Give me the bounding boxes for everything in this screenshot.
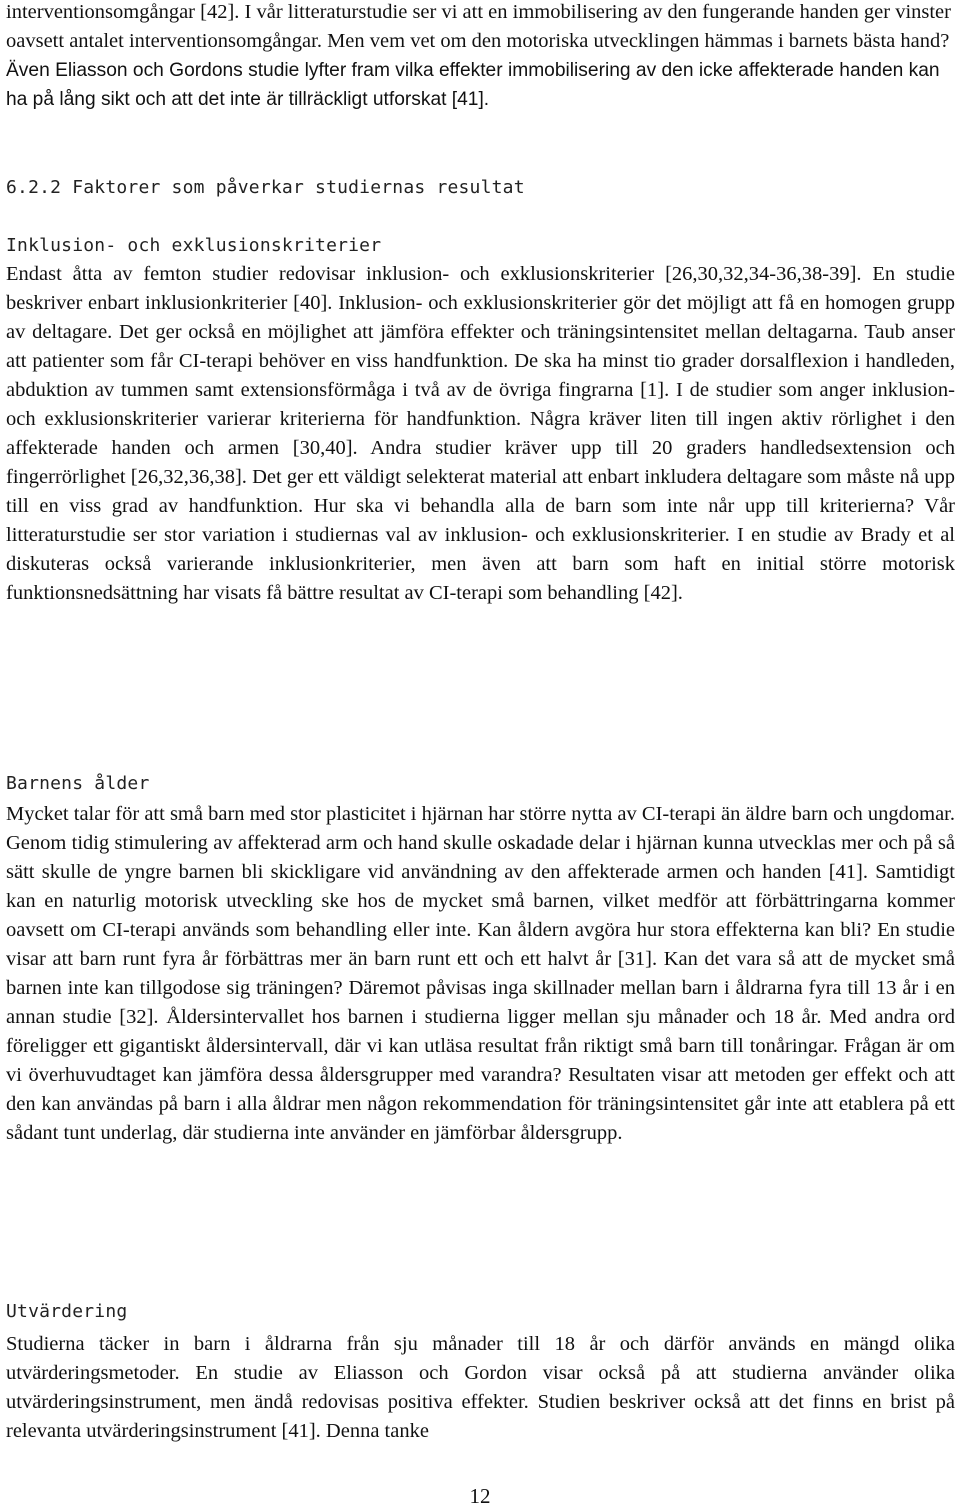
intro-text-sans: Även Eliasson och Gordons studie lyfter fram vilka effekter immobilisering av den icke affekterade handen kan ha på lång sikt och att det inte är tillräckligt utforskat [41]. [6,60,940,110]
subsection-heading-age: Barnens ålder [6,773,150,794]
subsection-heading-evaluation: Utvärdering [6,1301,128,1322]
subsection-heading-inclusion: Inklusion- och exklusionskriterier [6,235,382,256]
intro-paragraph [6,0,955,114]
intro-text-serif: interventionsomgångar [42]. I vår litteraturstudie ser vi att en immobilisering av den fungerande handen ger vinster oavsett antalet interventionsomgångar. Men vem vet om den motoriska utvecklingen hämmas i barnets bästa hand? [6,1,951,52]
body-evaluation: Studierna täcker in barn i åldrarna från sju månader till 18 år och därför används en mängd olika utvärderingsmetoder. En studie av Eliasson och Gordon visar också på att studierna använder olika utvärderingsinstrument, men ändå redovisas positiva effekter. Studien beskriver också att det finns en brist på relevanta utvärderingsinstrument [41]. Denna tanke [6,1333,955,1442]
page-number: 12 [469,1484,491,1508]
section-heading: 6.2.2 Faktorer som påverkar studiernas resultat [6,177,525,198]
body-age: Mycket talar för att små barn med stor plasticitet i hjärnan har större nytta av CI-terapi än äldre barn och ungdomar. Genom tidig stimulering av affekterad arm och hand skulle oskadade delar i hjärnan kunna utvecklas mer och på så sätt skulle de yngre barnen bli skickligare vid användning av den affekterade armen och handen [41]. Samtidigt kan en naturlig motorisk utveckling ske hos de mycket små barnen, vilket medför att förbättringarna kommer oavsett om CI-terapi används som behandling eller inte. Kan åldern avgöra hur stora effekterna kan bli? En studie visar att barn runt fyra år förbättras mer än barn runt ett och ett halvt år [31]. Kan det vara så att de mycket små barnen inte kan tillgodose sig träningen? Däremot påvisas inga skillnader mellan barn i åldrarna fyra till 13 år i en annan studie [32]. Åldersintervallet hos barnen i studierna ligger mellan sju månader och 18 år. Med andra ord föreligger ett gigantiskt åldersintervall, där vi kan utläsa resultat från riktigt små barn till tonåringar. Frågan är om vi överhuvudtaget kan jämföra dessa åldersgrupper med varandra? Resultaten visar att metoden ger effekt och att den kan användas på barn i alla åldrar men någon rekommendation för träningsintensitet går inte att etablera på ett sådant tunt underlag, där studierna inte använder en jämförbar åldersgrupp. [6,803,955,1144]
body-inclusion: Endast åtta av femton studier redovisar inklusion- och exklusionskriterier [26,30,32,34-36,38-39]. En studie beskriver enbart inklusionkriterier [40]. Inklusion- och exklusionskriterier gör det möjligt att få en homogen grupp av deltagare. Det ger också en möjlighet att jämföra effekter och träningsintensitet mellan deltagarna. Taub anser att patienter som får CI-terapi behöver en viss handfunktion. De ska ha minst tio grader dorsalflexion i handleden, abduktion av tummen samt extensionsförmåga i två av de övriga fingrarna [1]. I de studier som anger inklusion- och exklusionskriterier varierar kriterierna för handfunktion. Några kräver liten till ingen aktiv rörlighet i den affekterade handen och armen [30,40]. Andra studier kräver upp till 20 graders handledsextension och fingerrörlighet [26,32,36,38]. Det ger ett väldigt selekterat material att enbart inkludera deltagare som måste nå upp till en viss grad av handfunktion. Hur ska vi behandla alla de barn som inte når upp till kriterierna? Vår litteraturstudie ser stor variation i studiernas val av inklusion- och exklusionskriterier. I en studie av Brady et al diskuteras också varierande inklusionkriterier, men även att barn som haft en initial större motorisk funktionsnedsättning har visats få bättre resultat av CI-terapi som behandling [42]. [6,263,955,604]
